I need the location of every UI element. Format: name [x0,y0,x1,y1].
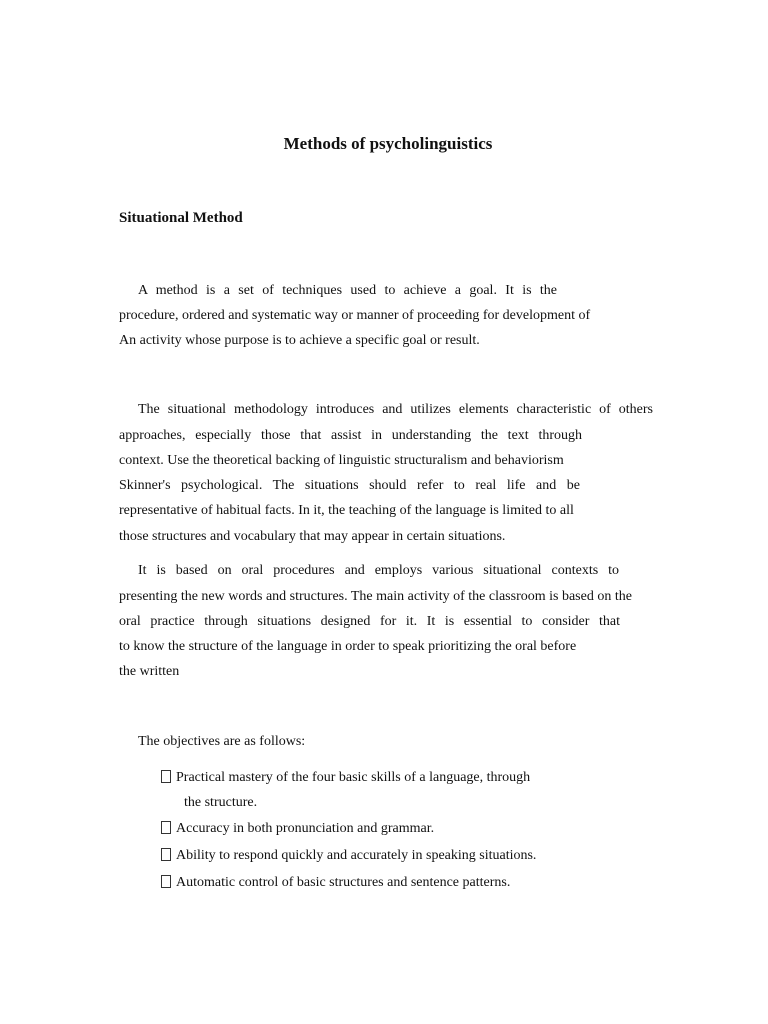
list-item-text: Automatic control of basic structures and sentence patterns. [176,875,511,890]
list-item-text: Accuracy in both pronunciation and grammar. [176,821,435,836]
list-item-continuation: the structure. [184,795,258,810]
paragraph-line: An activity whose purpose is to achieve a specific goal or result. [119,333,480,348]
paragraph-line: A method is a set of techniques used to achieve a goal. It is the [138,283,557,298]
checkbox-bullet-icon [161,875,171,888]
paragraph-line: context. Use the theoretical backing of linguistic structuralism and behaviorism [119,453,564,468]
checkbox-bullet-icon [161,770,171,783]
paragraph-line: representative of habitual facts. In it, the teaching of the language is limited to all [119,503,574,518]
paragraph-line: The situational methodology introduces and utilizes elements characteristic of others [138,402,653,417]
list-item [161,820,434,838]
paragraph-line: approaches, especially those that assist in understanding the text through [119,428,582,443]
paragraph-line: oral practice through situations designed for it. It is essential to consider that [119,614,620,629]
paragraph-line: those structures and vocabulary that may appear in certain situations. [119,529,506,544]
paragraph-line: presenting the new words and structures. The main activity of the classroom is based on the [119,589,632,604]
list-item-text: Ability to respond quickly and accurately in speaking situations. [176,848,537,863]
list-item [161,769,530,787]
list-item [161,847,536,865]
page-title: Methods of psycholinguistics [283,134,493,153]
list-item [161,874,510,892]
list-item-text: Practical mastery of the four basic skills of a language, through [176,770,531,785]
paragraph-line: Skinner's psychological. The situations should refer to real life and be [119,478,580,493]
paragraph-line: to know the structure of the language in order to speak prioritizing the oral before [119,639,577,654]
paragraph-line: It is based on oral procedures and employs various situational contexts to [138,563,619,578]
objectives-intro: The objectives are as follows: [138,734,306,749]
checkbox-bullet-icon [161,821,171,834]
paragraph-line: the written [119,664,180,679]
paragraph-line: procedure, ordered and systematic way or manner of proceeding for development of [119,308,591,323]
checkbox-bullet-icon [161,848,171,861]
section-heading: Situational Method [119,210,243,226]
